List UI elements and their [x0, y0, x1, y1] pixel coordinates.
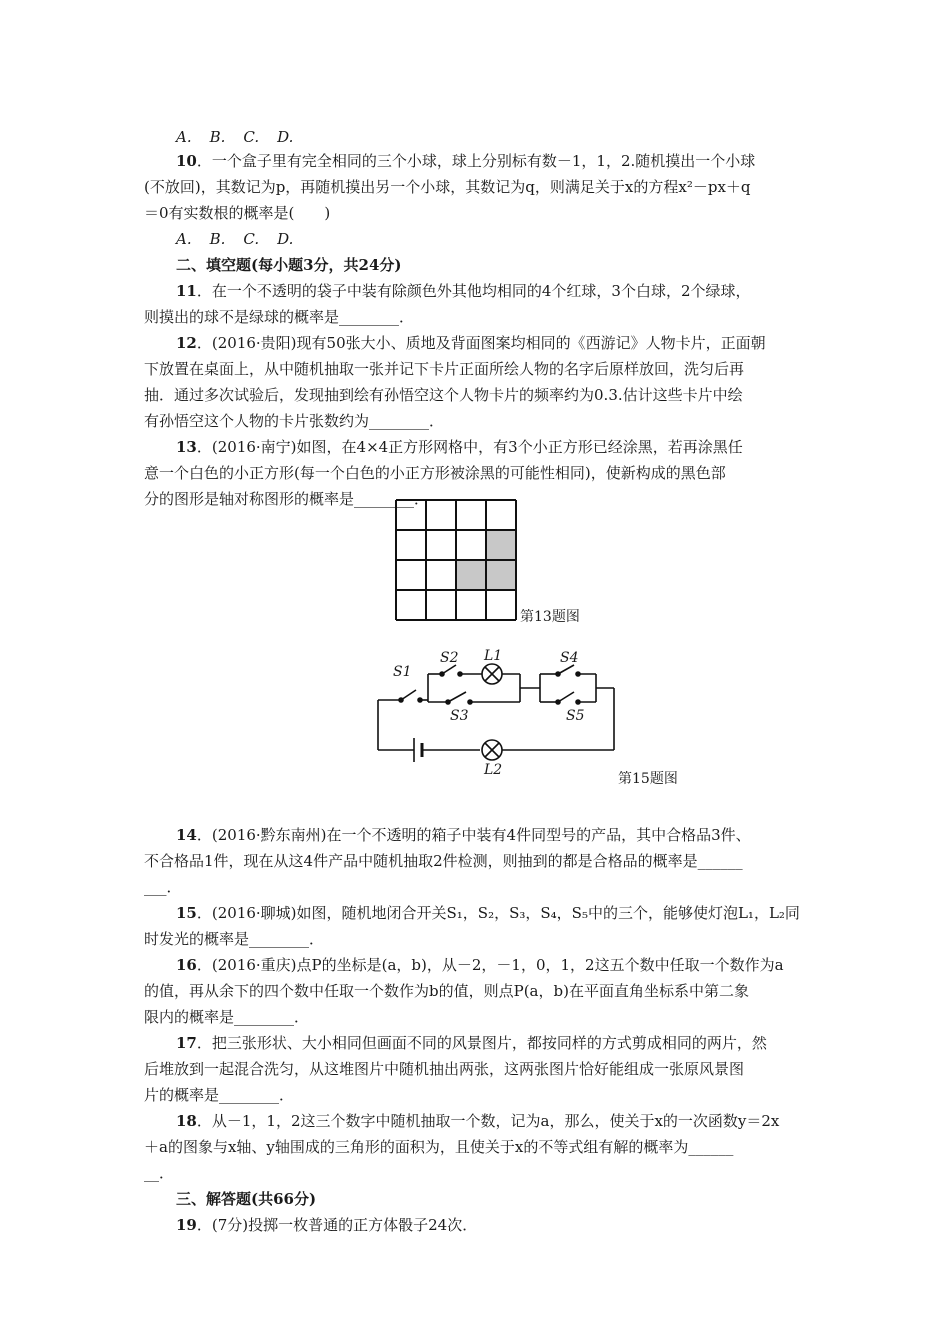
q18-line-3: __． [144, 1164, 175, 1182]
q9-option-a: A. [176, 128, 192, 146]
label-s4: S4 [560, 650, 579, 666]
figure-13-caption: 第13题图 [520, 609, 580, 625]
q10-options [176, 228, 311, 250]
q12-line-1: 12．(2016·贵阳)现有50张大小、质地及背面图案均相同的《西游记》人物卡片，正面朝 [176, 334, 766, 352]
q10-line-1: 10．一个盒子里有完全相同的三个小球，球上分别标有数－1，1，2.随机摸出一个小球 [176, 152, 756, 170]
section-3-title: 三、解答题(共66分) [176, 1190, 317, 1208]
q10-option-d: D. [277, 230, 294, 248]
q10-option-b: B. [209, 230, 226, 248]
grid-shaded-cell [486, 560, 516, 590]
q13-line-3: 分的图形是轴对称图形的概率是________． [144, 490, 430, 508]
label-s2: S2 [440, 650, 459, 666]
q9-option-c: C. [243, 128, 260, 146]
figure-15-caption: 第15题图 [618, 771, 678, 787]
q9-option-b: B. [209, 128, 226, 146]
q16-line-2: 的值，再从余下的四个数中任取一个数作为b的值，则点P(a，b)在平面直角坐标系中第二象 [144, 982, 749, 1000]
q18-line-2: ＋a的图象与x轴、y轴围成的三角形的面积为，且使关于x的不等式组有解的概率为______ [144, 1138, 734, 1156]
q12-line-4: 有孙悟空这个人物的卡片张数约为________． [144, 412, 445, 430]
q18-line-1: 18．从－1，1，2这三个数字中随机抽取一个数，记为a，那么，使关于x的一次函数y＝2x [176, 1112, 780, 1130]
grid-shaded-cell [456, 560, 486, 590]
label-l2: L2 [484, 762, 503, 778]
q10-option-a: A. [176, 230, 192, 248]
label-s1: S1 [393, 664, 412, 680]
q14-line-3: ___． [144, 878, 182, 896]
q10-line-2: (不放回)，其数记为p，再随机摸出另一个小球，其数记为q，则满足关于x的方程x²－px＋q [144, 178, 751, 196]
q14-line-1: 14．(2016·黔东南州)在一个不透明的箱子中装有4件同型号的产品，其中合格品3件、 [176, 826, 751, 844]
q15-line-2: 时发光的概率是________． [144, 930, 325, 948]
q9-option-d: D. [277, 128, 294, 146]
q13-line-2: 意一个白色的小正方形(每一个白色的小正方形被涂黑的可能性相同)，使新构成的黑色部 [144, 464, 726, 482]
q13-line-1: 13．(2016·南宁)如图，在4×4正方形网格中，有3个小正方形已经涂黑，若再涂黑任 [176, 438, 743, 456]
q11-line-2: 则摸出的球不是绿球的概率是________． [144, 308, 415, 326]
q16-line-1: 16．(2016·重庆)点P的坐标是(a，b)，从－2，－1，0，1，2这五个数中任取一个数作为a [176, 956, 784, 974]
q16-line-3: 限内的概率是________． [144, 1008, 310, 1026]
section-2-title: 二、填空题(每小题3分，共24分) [176, 256, 402, 274]
q12-line-3: 抽．通过多次试验后，发现抽到绘有孙悟空这个人物卡片的频率约为0.3.估计这些卡片中绘 [144, 386, 743, 404]
label-l1: L1 [484, 648, 503, 664]
q10-option-c: C. [243, 230, 260, 248]
figure-13-grid [396, 500, 518, 622]
q14-line-2: 不合格品1件，现在从这4件产品中随机抽取2件检测，则抽到的都是合格品的概率是______ [144, 852, 743, 870]
label-s5: S5 [566, 708, 585, 724]
q12-line-2: 下放置在桌面上，从中随机抽取一张并记下卡片正面所绘人物的名字后原样放回，洗匀后再 [144, 360, 745, 378]
q11-line-1: 11．在一个不透明的袋子中装有除颜色外其他均相同的4个红球，3个白球，2个绿球， [176, 282, 751, 300]
q10-number: 10 [176, 152, 197, 170]
grid-shaded-cell [486, 530, 516, 560]
q17-line-3: 片的概率是________． [144, 1086, 295, 1104]
q17-line-1: 17．把三张形状、大小相同但画面不同的风景图片，都按同样的方式剪成相同的两片，然 [176, 1034, 767, 1052]
q15-line-1: 15．(2016·聊城)如图，随机地闭合开关S₁，S₂，S₃，S₄，S₅中的三个，能够使灯泡L₁，L₂同 [176, 904, 800, 922]
q17-line-2: 后堆放到一起混合洗匀，从这堆图片中随机抽出两张，这两张图片恰好能组成一张原风景图 [144, 1060, 745, 1078]
q9-options [176, 126, 311, 148]
q10-line-3: ＝0有实数根的概率是( ) [144, 204, 331, 222]
q19-line-1: 19．(7分)投掷一枚普通的正方体骰子24次． [176, 1216, 478, 1234]
label-s3: S3 [450, 708, 469, 724]
